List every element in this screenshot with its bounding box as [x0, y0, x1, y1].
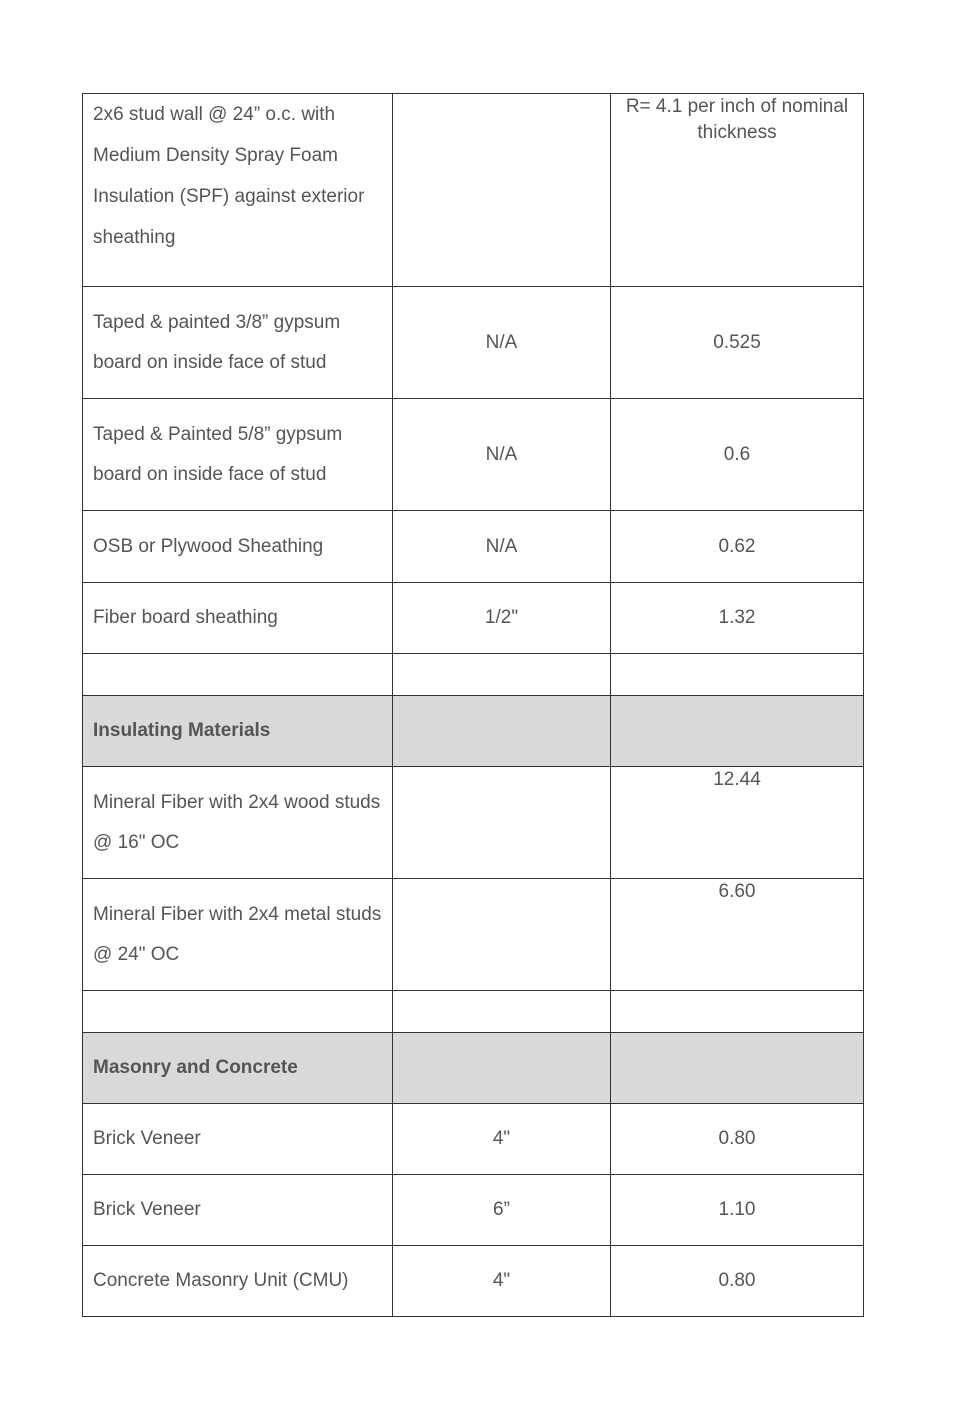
section-title: Insulating Materials [83, 696, 393, 767]
material-r-value: 1.32 [611, 583, 864, 654]
section-header-row [83, 696, 864, 767]
table-row [83, 399, 864, 511]
material-thickness: 4" [393, 1104, 611, 1175]
material-description: Taped & painted 3/8” gypsum board on inside face of stud [83, 287, 393, 399]
section-cell [611, 1033, 864, 1104]
material-thickness [393, 767, 611, 879]
material-description: Fiber board sheathing [83, 583, 393, 654]
blank-cell [393, 654, 611, 696]
section-cell [393, 1033, 611, 1104]
material-r-value: 12.44 [611, 767, 864, 879]
material-r-value: 6.60 [611, 879, 864, 991]
material-r-value: 0.62 [611, 511, 864, 583]
material-description: Concrete Masonry Unit (CMU) [83, 1246, 393, 1317]
material-r-value: 1.10 [611, 1175, 864, 1246]
section-header-row [83, 1033, 864, 1104]
material-r-value: R= 4.1 per inch of nominal thickness [611, 94, 864, 287]
material-r-value: 0.80 [611, 1246, 864, 1317]
table-row [83, 1246, 864, 1317]
material-thickness: 4" [393, 1246, 611, 1317]
material-r-value: 0.525 [611, 287, 864, 399]
table-row [83, 879, 864, 991]
material-thickness: N/A [393, 511, 611, 583]
material-description: Brick Veneer [83, 1175, 393, 1246]
blank-row [83, 991, 864, 1033]
blank-cell [611, 991, 864, 1033]
material-r-value: 0.6 [611, 399, 864, 511]
material-thickness: N/A [393, 399, 611, 511]
blank-row [83, 654, 864, 696]
table-row [83, 1175, 864, 1246]
material-description: 2x6 stud wall @ 24” o.c. with Medium Density Spray Foam Insulation (SPF) against exterior sheathing [83, 94, 393, 287]
table-row [83, 767, 864, 879]
material-description: OSB or Plywood Sheathing [83, 511, 393, 583]
blank-cell [83, 991, 393, 1033]
table-row [83, 287, 864, 399]
section-cell [611, 696, 864, 767]
blank-cell [611, 654, 864, 696]
blank-cell [83, 654, 393, 696]
table-row [83, 583, 864, 654]
blank-cell [393, 991, 611, 1033]
material-description: Mineral Fiber with 2x4 metal studs @ 24" OC [83, 879, 393, 991]
material-thickness: 1/2" [393, 583, 611, 654]
material-description: Brick Veneer [83, 1104, 393, 1175]
table-row [83, 1104, 864, 1175]
material-r-value: 0.80 [611, 1104, 864, 1175]
material-description: Mineral Fiber with 2x4 wood studs @ 16" OC [83, 767, 393, 879]
r-value-table [82, 93, 864, 1317]
table-row [83, 511, 864, 583]
material-thickness: N/A [393, 287, 611, 399]
section-title: Masonry and Concrete [83, 1033, 393, 1104]
material-thickness [393, 879, 611, 991]
material-description: Taped & Painted 5/8” gypsum board on inside face of stud [83, 399, 393, 511]
table-row [83, 94, 864, 287]
section-cell [393, 696, 611, 767]
material-thickness [393, 94, 611, 287]
material-thickness: 6” [393, 1175, 611, 1246]
